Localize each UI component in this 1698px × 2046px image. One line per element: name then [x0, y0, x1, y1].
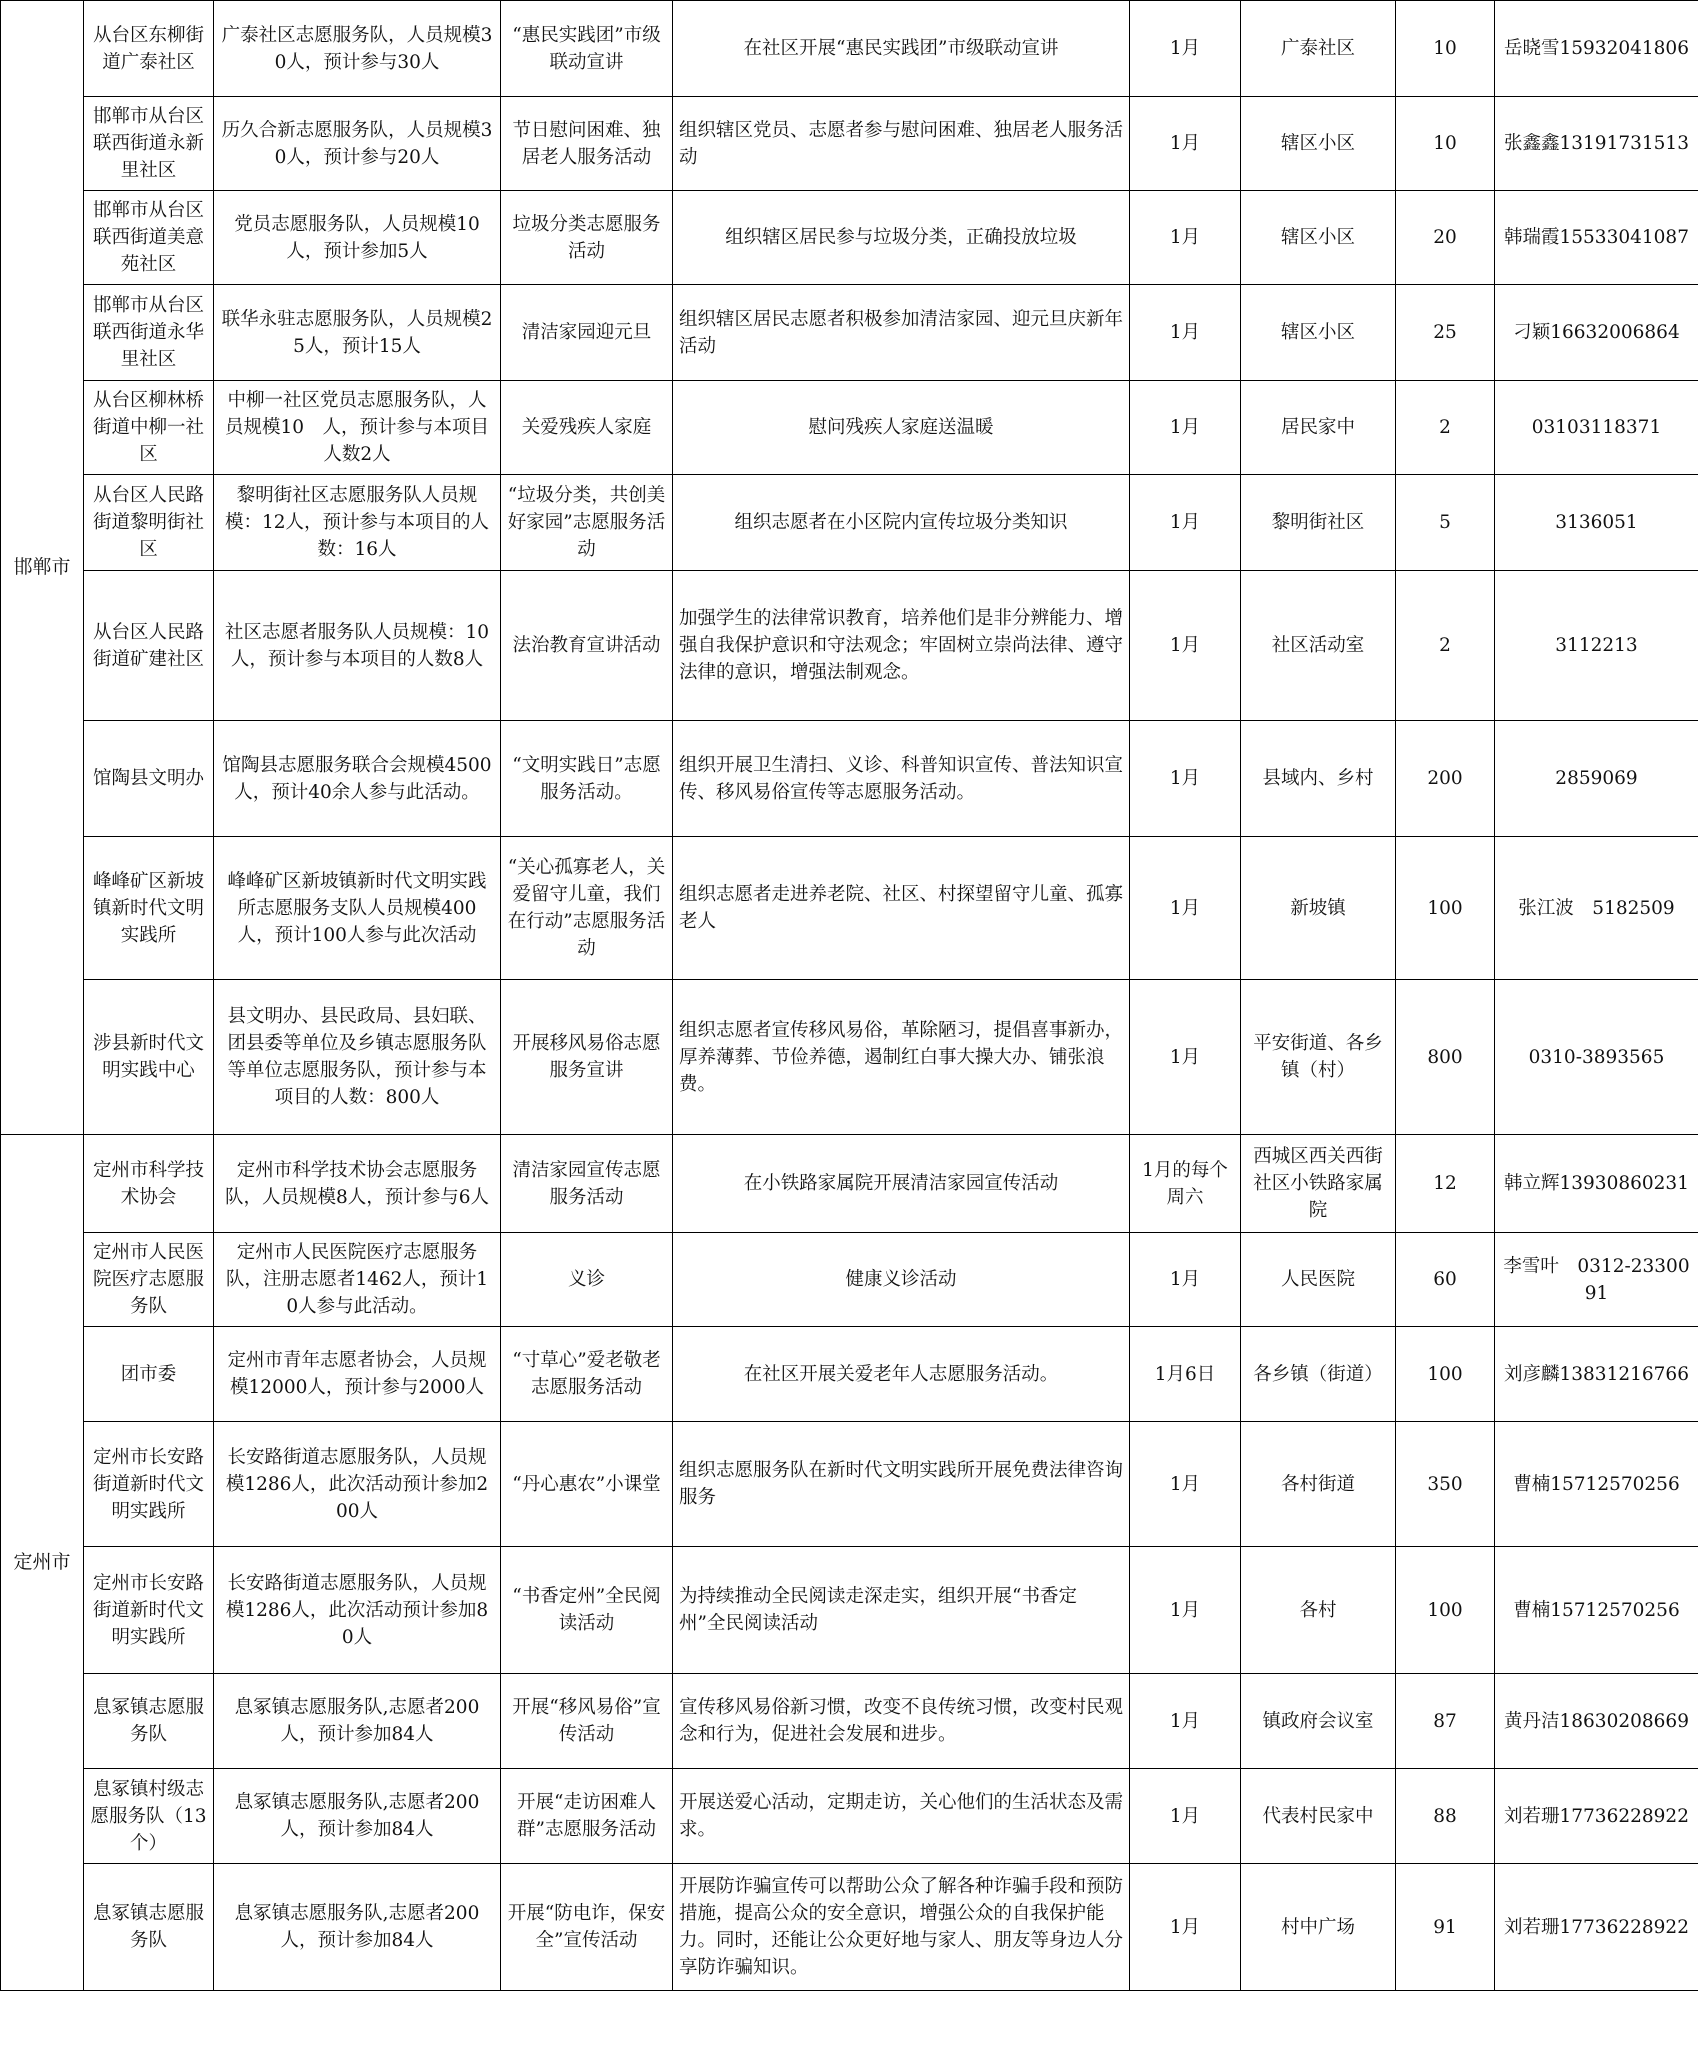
project-cell: 节日慰问困难、独居老人服务活动 — [501, 97, 673, 191]
region-cell: 定州市 — [1, 1135, 84, 1991]
table-body — [1, 1, 1698, 1991]
count-cell: 350 — [1396, 1422, 1495, 1547]
count-cell: 100 — [1396, 1547, 1495, 1674]
org-cell: 息冢镇志愿服务队 — [84, 1864, 214, 1991]
contact-cell: 03103118371 — [1495, 381, 1698, 475]
project-cell: 开展“走访困难人群”志愿服务活动 — [501, 1769, 673, 1864]
table-row — [1, 1769, 1698, 1864]
count-cell: 10 — [1396, 1, 1495, 97]
place-cell: 平安街道、各乡镇（村） — [1241, 980, 1396, 1135]
content-cell: 组织辖区党员、志愿者参与慰问困难、独居老人服务活动 — [673, 97, 1130, 191]
content-cell: 加强学生的法律常识教育，培养他们是非分辨能力、增强自我保护意识和守法观念；牢固树立崇尚法律、遵守法律的意识，增强法制观念。 — [673, 571, 1130, 721]
content-cell: 健康义诊活动 — [673, 1233, 1130, 1327]
org-cell: 邯郸市从台区联西街道永新里社区 — [84, 97, 214, 191]
place-cell: 居民家中 — [1241, 381, 1396, 475]
table-row — [1, 1422, 1698, 1547]
count-cell: 800 — [1396, 980, 1495, 1135]
team-cell: 中柳一社区党员志愿服务队，人员规模10 人，预计参与本项目人数2人 — [214, 381, 501, 475]
table-row — [1, 1, 1698, 97]
content-cell: 在社区开展“惠民实践团”市级联动宣讲 — [673, 1, 1130, 97]
content-cell: 开展送爱心活动，定期走访，关心他们的生活状态及需求。 — [673, 1769, 1130, 1864]
table-row — [1, 381, 1698, 475]
team-cell: 黎明街社区志愿服务队人员规模：12人，预计参与本项目的人数：16人 — [214, 475, 501, 571]
contact-cell: 2859069 — [1495, 721, 1698, 837]
contact-cell: 刘彦麟13831216766 — [1495, 1327, 1698, 1422]
content-cell: 为持续推动全民阅读走深走实，组织开展“书香定州”全民阅读活动 — [673, 1547, 1130, 1674]
count-cell: 2 — [1396, 381, 1495, 475]
org-cell: 邯郸市从台区联西街道永华里社区 — [84, 285, 214, 381]
project-cell: “关心孤寡老人，关爱留守儿童，我们在行动”志愿服务活动 — [501, 837, 673, 980]
place-cell: 各村街道 — [1241, 1422, 1396, 1547]
count-cell: 25 — [1396, 285, 1495, 381]
team-cell: 息冢镇志愿服务队,志愿者200人，预计参加84人 — [214, 1769, 501, 1864]
place-cell: 镇政府会议室 — [1241, 1674, 1396, 1769]
time-cell: 1月 — [1130, 837, 1241, 980]
org-cell: 定州市长安路街道新时代文明实践所 — [84, 1547, 214, 1674]
contact-cell: 李雪叶 0312-2330091 — [1495, 1233, 1698, 1327]
count-cell: 2 — [1396, 571, 1495, 721]
place-cell: 辖区小区 — [1241, 97, 1396, 191]
time-cell: 1月 — [1130, 1233, 1241, 1327]
org-cell: 从台区柳林桥街道中柳一社区 — [84, 381, 214, 475]
content-cell: 组织志愿者走进养老院、社区、村探望留守儿童、孤寡老人 — [673, 837, 1130, 980]
contact-cell: 张鑫鑫13191731513 — [1495, 97, 1698, 191]
time-cell: 1月 — [1130, 381, 1241, 475]
content-cell: 开展防诈骗宣传可以帮助公众了解各种诈骗手段和预防措施，提高公众的安全意识，增强公众的自我保护能力。同时，还能让公众更好地与家人、朋友等身边人分享防诈骗知识。 — [673, 1864, 1130, 1991]
time-cell: 1月6日 — [1130, 1327, 1241, 1422]
place-cell: 辖区小区 — [1241, 285, 1396, 381]
team-cell: 党员志愿服务队，人员规模10人，预计参加5人 — [214, 191, 501, 285]
count-cell: 20 — [1396, 191, 1495, 285]
contact-cell: 3136051 — [1495, 475, 1698, 571]
org-cell: 从台区人民路街道黎明街社区 — [84, 475, 214, 571]
contact-cell: 曹楠15712570256 — [1495, 1547, 1698, 1674]
contact-cell: 3112213 — [1495, 571, 1698, 721]
org-cell: 息冢镇志愿服务队 — [84, 1674, 214, 1769]
contact-cell: 黄丹洁18630208669 — [1495, 1674, 1698, 1769]
place-cell: 村中广场 — [1241, 1864, 1396, 1991]
table-row — [1, 191, 1698, 285]
table-row — [1, 1547, 1698, 1674]
place-cell: 黎明街社区 — [1241, 475, 1396, 571]
org-cell: 团市委 — [84, 1327, 214, 1422]
org-cell: 涉县新时代文明实践中心 — [84, 980, 214, 1135]
org-cell: 定州市长安路街道新时代文明实践所 — [84, 1422, 214, 1547]
contact-cell: 岳晓雪15932041806 — [1495, 1, 1698, 97]
project-cell: “寸草心”爱老敬老志愿服务活动 — [501, 1327, 673, 1422]
project-cell: 垃圾分类志愿服务活动 — [501, 191, 673, 285]
project-cell: “书香定州”全民阅读活动 — [501, 1547, 673, 1674]
org-cell: 邯郸市从台区联西街道美意苑社区 — [84, 191, 214, 285]
count-cell: 200 — [1396, 721, 1495, 837]
team-cell: 息冢镇志愿服务队,志愿者200人，预计参加84人 — [214, 1864, 501, 1991]
table-row — [1, 1327, 1698, 1422]
team-cell: 历久合新志愿服务队，人员规模30人，预计参与20人 — [214, 97, 501, 191]
team-cell: 县文明办、县民政局、县妇联、团县委等单位及乡镇志愿服务队等单位志愿服务队，预计参与本项目的人数：800人 — [214, 980, 501, 1135]
content-cell: 组织辖区居民志愿者积极参加清洁家园、迎元旦庆新年活动 — [673, 285, 1130, 381]
count-cell: 60 — [1396, 1233, 1495, 1327]
time-cell: 1月 — [1130, 1674, 1241, 1769]
place-cell: 县域内、乡村 — [1241, 721, 1396, 837]
place-cell: 代表村民家中 — [1241, 1769, 1396, 1864]
place-cell: 人民医院 — [1241, 1233, 1396, 1327]
team-cell: 广泰社区志愿服务队，人员规模30人，预计参与30人 — [214, 1, 501, 97]
contact-cell: 刘若珊17736228922 — [1495, 1769, 1698, 1864]
project-cell: 关爱残疾人家庭 — [501, 381, 673, 475]
region-cell: 邯郸市 — [1, 1, 84, 1135]
contact-cell: 0310-3893565 — [1495, 980, 1698, 1135]
team-cell: 馆陶县志愿服务联合会规模4500人，预计40余人参与此活动。 — [214, 721, 501, 837]
table-row — [1, 475, 1698, 571]
count-cell: 88 — [1396, 1769, 1495, 1864]
time-cell: 1月 — [1130, 1, 1241, 97]
table-row — [1, 1135, 1698, 1233]
project-cell: 清洁家园宣传志愿服务活动 — [501, 1135, 673, 1233]
table-row — [1, 721, 1698, 837]
time-cell: 1月 — [1130, 980, 1241, 1135]
content-cell: 组织志愿者宣传移风易俗，革除陋习，提倡喜事新办，厚养薄葬、节俭养德，遏制红白事大操大办、铺张浪费。 — [673, 980, 1130, 1135]
content-cell: 在小铁路家属院开展清洁家园宣传活动 — [673, 1135, 1130, 1233]
team-cell: 定州市科学技术协会志愿服务队，人员规模8人，预计参与6人 — [214, 1135, 501, 1233]
org-cell: 馆陶县文明办 — [84, 721, 214, 837]
time-cell: 1月 — [1130, 1769, 1241, 1864]
time-cell: 1月的每个周六 — [1130, 1135, 1241, 1233]
time-cell: 1月 — [1130, 721, 1241, 837]
team-cell: 联华永驻志愿服务队，人员规模25人，预计15人 — [214, 285, 501, 381]
place-cell: 西城区西关西街社区小铁路家属院 — [1241, 1135, 1396, 1233]
content-cell: 组织志愿者在小区院内宣传垃圾分类知识 — [673, 475, 1130, 571]
org-cell: 从台区东柳街道广泰社区 — [84, 1, 214, 97]
project-cell: 开展“防电诈，保安全”宣传活动 — [501, 1864, 673, 1991]
team-cell: 长安路街道志愿服务队，人员规模1286人，此次活动预计参加200人 — [214, 1422, 501, 1547]
content-cell: 在社区开展关爱老年人志愿服务活动。 — [673, 1327, 1130, 1422]
contact-cell: 刘若珊17736228922 — [1495, 1864, 1698, 1991]
team-cell: 社区志愿者服务队人员规模：10人，预计参与本项目的人数8人 — [214, 571, 501, 721]
project-cell: “丹心惠农”小课堂 — [501, 1422, 673, 1547]
contact-cell: 刁颖16632006864 — [1495, 285, 1698, 381]
content-cell: 组织辖区居民参与垃圾分类，正确投放垃圾 — [673, 191, 1130, 285]
place-cell: 辖区小区 — [1241, 191, 1396, 285]
table-row — [1, 1674, 1698, 1769]
table-row — [1, 980, 1698, 1135]
time-cell: 1月 — [1130, 285, 1241, 381]
contact-cell: 韩瑞霞15533041087 — [1495, 191, 1698, 285]
content-cell: 组织志愿服务队在新时代文明实践所开展免费法律咨询服务 — [673, 1422, 1130, 1547]
time-cell: 1月 — [1130, 1422, 1241, 1547]
project-cell: 法治教育宣讲活动 — [501, 571, 673, 721]
time-cell: 1月 — [1130, 1864, 1241, 1991]
content-cell: 宣传移风易俗新习惯，改变不良传统习惯，改变村民观念和行为，促进社会发展和进步。 — [673, 1674, 1130, 1769]
project-cell: “垃圾分类，共创美好家园”志愿服务活动 — [501, 475, 673, 571]
table-row — [1, 571, 1698, 721]
table-row — [1, 285, 1698, 381]
count-cell: 87 — [1396, 1674, 1495, 1769]
org-cell: 定州市人民医院医疗志愿服务队 — [84, 1233, 214, 1327]
project-cell: 开展移风易俗志愿服务宣讲 — [501, 980, 673, 1135]
table-row — [1, 97, 1698, 191]
content-cell: 组织开展卫生清扫、义诊、科普知识宣传、普法知识宣传、移风易俗宣传等志愿服务活动。 — [673, 721, 1130, 837]
table-row — [1, 1233, 1698, 1327]
contact-cell: 韩立辉13930860231 — [1495, 1135, 1698, 1233]
team-cell: 息冢镇志愿服务队,志愿者200人，预计参加84人 — [214, 1674, 501, 1769]
table-row — [1, 1864, 1698, 1991]
project-cell: “文明实践日”志愿服务活动。 — [501, 721, 673, 837]
org-cell: 息冢镇村级志愿服务队（13个） — [84, 1769, 214, 1864]
team-cell: 定州市人民医院医疗志愿服务队，注册志愿者1462人，预计10人参与此活动。 — [214, 1233, 501, 1327]
content-cell: 慰问残疾人家庭送温暖 — [673, 381, 1130, 475]
time-cell: 1月 — [1130, 1547, 1241, 1674]
count-cell: 91 — [1396, 1864, 1495, 1991]
place-cell: 新坡镇 — [1241, 837, 1396, 980]
count-cell: 5 — [1396, 475, 1495, 571]
team-cell: 长安路街道志愿服务队，人员规模1286人，此次活动预计参加80人 — [214, 1547, 501, 1674]
count-cell: 12 — [1396, 1135, 1495, 1233]
place-cell: 各村 — [1241, 1547, 1396, 1674]
count-cell: 100 — [1396, 1327, 1495, 1422]
count-cell: 10 — [1396, 97, 1495, 191]
org-cell: 定州市科学技术协会 — [84, 1135, 214, 1233]
time-cell: 1月 — [1130, 571, 1241, 721]
org-cell: 峰峰矿区新坡镇新时代文明实践所 — [84, 837, 214, 980]
team-cell: 峰峰矿区新坡镇新时代文明实践所志愿服务支队人员规模400人，预计100人参与此次活动 — [214, 837, 501, 980]
contact-cell: 张江波 5182509 — [1495, 837, 1698, 980]
project-cell: “惠民实践团”市级联动宣讲 — [501, 1, 673, 97]
project-cell: 义诊 — [501, 1233, 673, 1327]
project-cell: 清洁家园迎元旦 — [501, 285, 673, 381]
contact-cell: 曹楠15712570256 — [1495, 1422, 1698, 1547]
project-cell: 开展“移风易俗”宣传活动 — [501, 1674, 673, 1769]
time-cell: 1月 — [1130, 191, 1241, 285]
time-cell: 1月 — [1130, 475, 1241, 571]
org-cell: 从台区人民路街道矿建社区 — [84, 571, 214, 721]
count-cell: 100 — [1396, 837, 1495, 980]
table-row — [1, 837, 1698, 980]
team-cell: 定州市青年志愿者协会，人员规模12000人，预计参与2000人 — [214, 1327, 501, 1422]
place-cell: 社区活动室 — [1241, 571, 1396, 721]
place-cell: 广泰社区 — [1241, 1, 1396, 97]
place-cell: 各乡镇（街道） — [1241, 1327, 1396, 1422]
time-cell: 1月 — [1130, 97, 1241, 191]
